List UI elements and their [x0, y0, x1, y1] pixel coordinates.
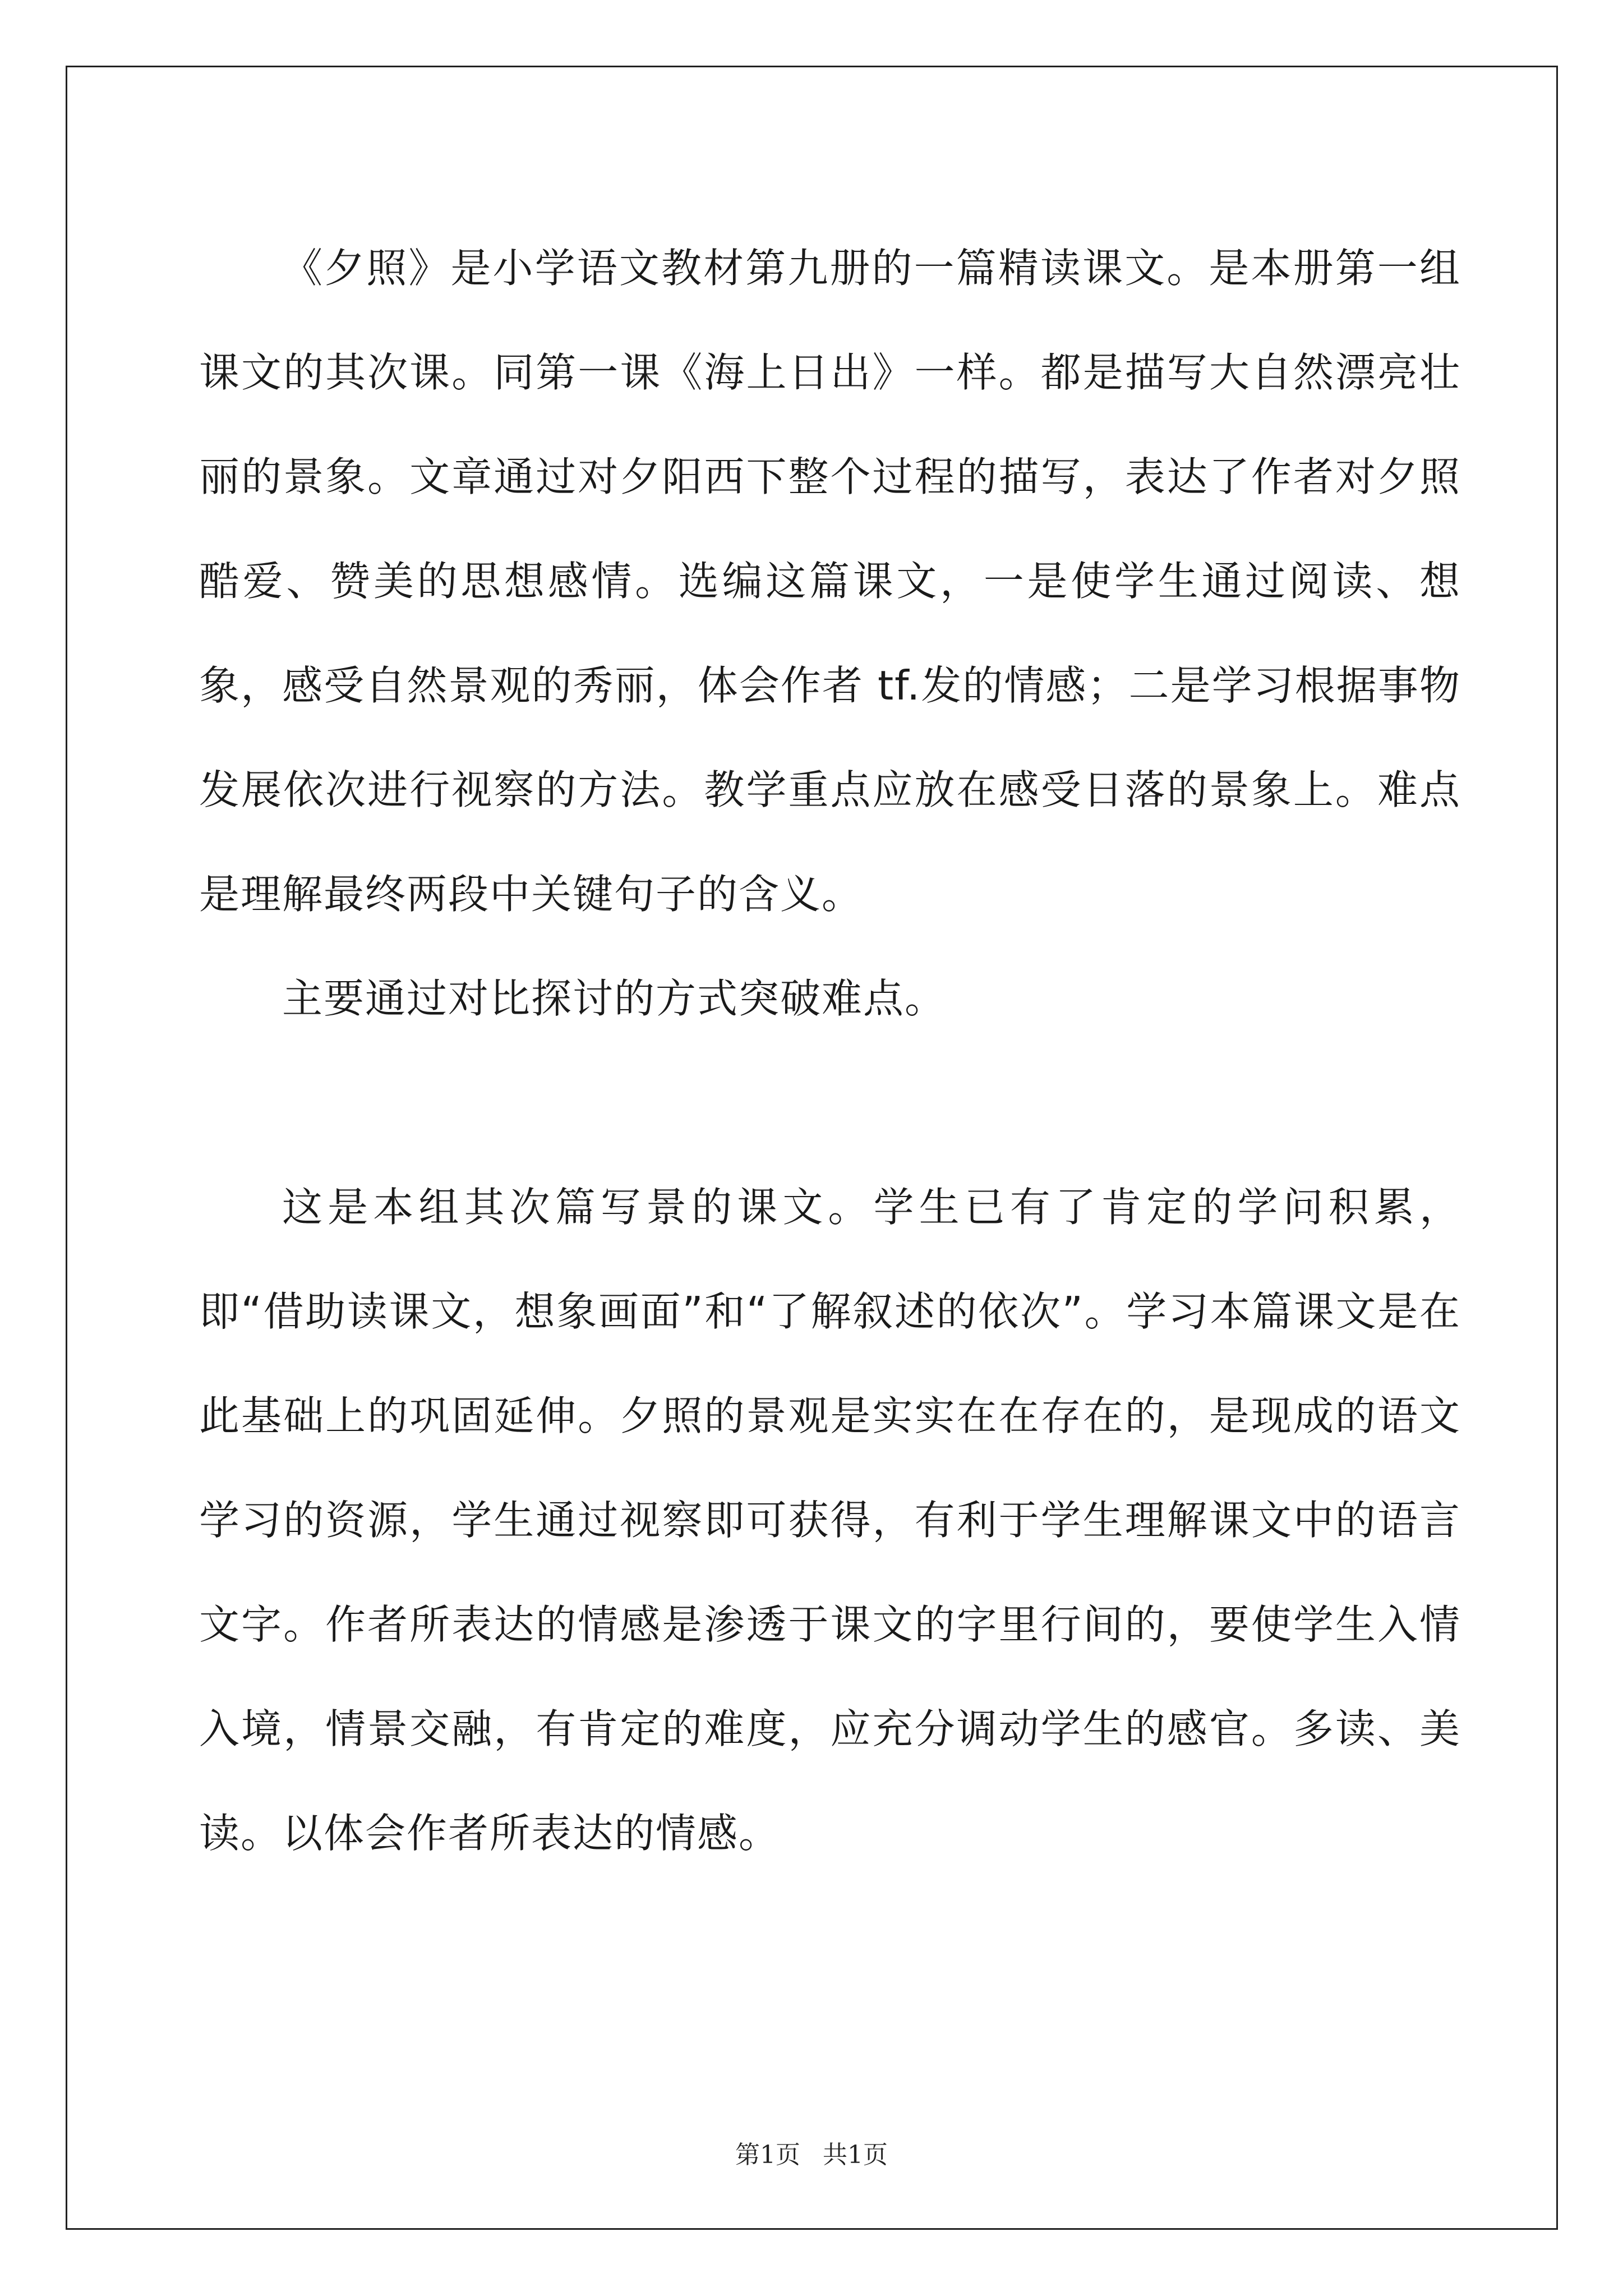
document-body — [199, 216, 1461, 1885]
paragraph-3: 这是本组其次篇写景的课文。学生已有了肯定的学问积累，即“借助读课文，想象画面”和“了解叙述的依次”。学习本篇课文是在此基础上的巩固延伸。夕照的景观是实实在在存在的，是现成的语文学习的资源，学生通过视察即可获得，有利于学生理解课文中的语言文字。作者所表达的情感是渗透于课文的字里行间的，要使学生入情入境，情景交融，有肯定的难度，应充分调动学生的感官。多读、美读。以体会作者所表达的情感。 — [199, 1184, 1461, 1857]
paragraph-1: 《夕照》是小学语文教材第九册的一篇精读课文。是本册第一组课文的其次课。同第一课《海上日出》一样。都是描写大自然漂亮壮丽的景象。文章通过对夕阳西下整个过程的描写，表达了作者对夕照酷爱、赞美的思想感情。选编这篇课文，一是使学生通过阅读、想象，感受自然景观的秀丽，体会作者 tf.发的情感；二是学习根据事物发展依次进行视察的方法。教学重点应放在感受日落的景象上。难点是理解最终两段中关键句子的含义。 — [199, 245, 1461, 918]
page-count: 共1页 — [823, 2141, 888, 2169]
page-footer — [0, 2134, 1623, 2170]
paragraph-2: 主要通过对比探讨的方式突破难点。 — [282, 975, 947, 1022]
page-number: 第1页 — [735, 2141, 800, 2169]
